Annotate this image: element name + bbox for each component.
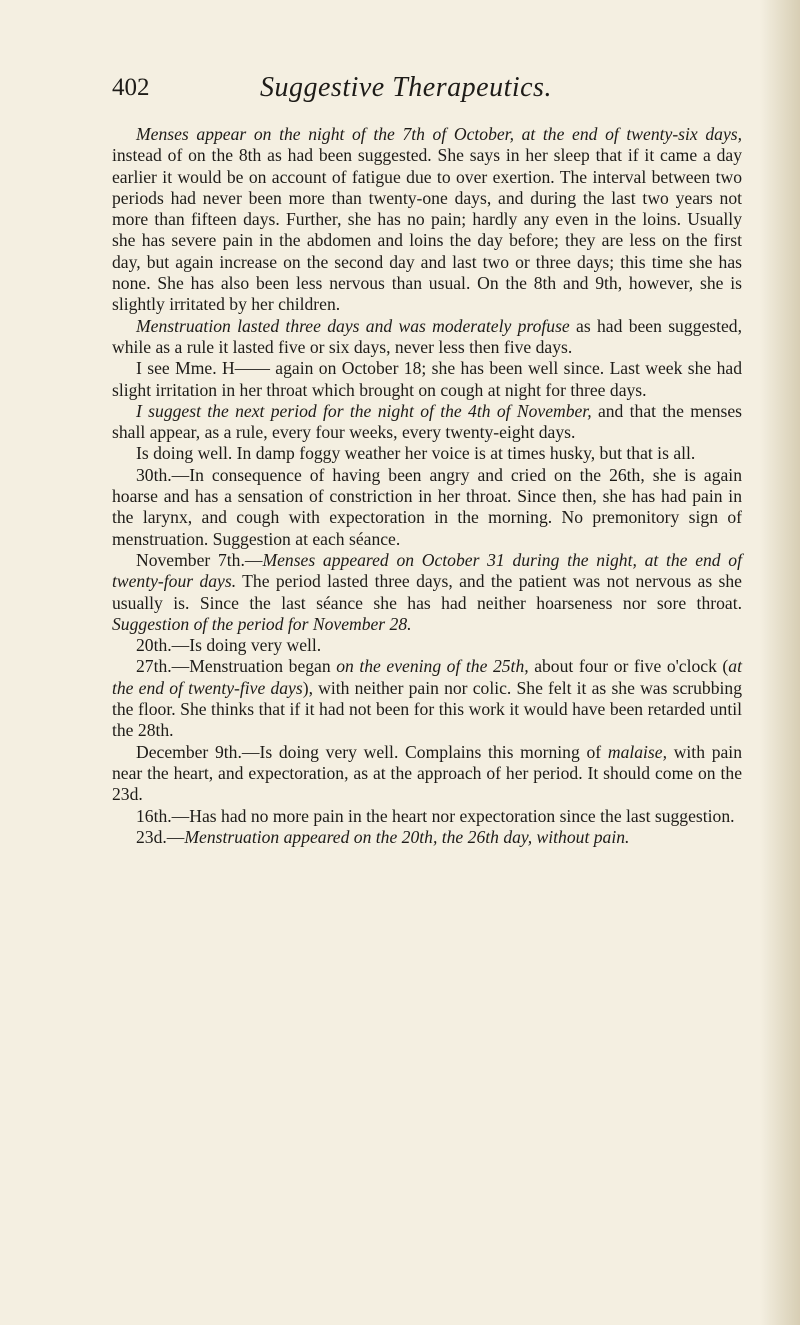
paragraph: 20th.—Is doing very well. [136, 635, 322, 656]
paragraph: I suggest the next period for the night of the 4th of November, and that the menses shall appear, as a rule, every four weeks, every twenty-eight days. [112, 400, 742, 443]
page-header [112, 72, 742, 112]
page-edge-shadow [760, 0, 800, 1325]
page-number: 402 [112, 74, 150, 101]
body-text [112, 124, 742, 848]
paragraph: 30th.—In consequence of having been angry and cried on the 26th, she is again hoarse and has a sensation of constriction in her throat. Since then, she has had pain in the larynx, and cough with expectoration in the morning. No premonitory sign of menstruation. Suggestion at each séance. [112, 464, 742, 549]
paragraph: I see Mme. H—— again on October 18; she has been well since. Last week she had slight irritation in her throat which brought on cough at night for three days. [112, 358, 742, 400]
paragraph: Menses appear on the night of the 7th of October, at the end of twenty-six days, instead of on the 8th as had been suggested. She says in her sleep that if it came a day earlier it would be on account of fatigue due to over exertion. The interval between two periods had never been more than twenty-one days, and during the last two years not more than fifteen days. Further, she has no pain; hardly any even in the loins. Usually she has severe pain in the abdomen and loins the day before; they are less on the first day, but again increase on the second day and last two or three days; this time she has none. She has also been less nervous than usual. On the 8th and 9th, however, she is slightly irritated by her children. [112, 124, 742, 315]
paragraph: November 7th.—Menses appeared on October 31 during the night, at the end of twenty-four days. The period lasted three days, and the patient was not nervous as she usually is. Since the last séance she has had neither hoarseness nor sore throat. Suggestion of the period for November 28. [112, 549, 742, 634]
paragraph: 23d.—Menstruation appeared on the 20th, the 26th day, without pain. [136, 826, 630, 847]
paragraph: 27th.—Menstruation began on the evening of the 25th, about four or five o'clock (at the end of twenty-five days), with neither pain nor colic. She felt it as she was scrubbing the floor. She thinks that if it had not been for this work it would have been retarded until the 28th. [112, 656, 742, 741]
paragraph: December 9th.—Is doing very well. Complains this morning of malaise, with pain near the heart, and expectoration, as at the approach of her period. It should come on the 23d. [112, 741, 742, 805]
paragraph: Is doing well. In damp foggy weather her voice is at times husky, but that is all. [136, 443, 696, 464]
paragraph: Menstruation lasted three days and was moderately profuse as had been suggested, while as a rule it lasted five or six days, never less then five days. [112, 315, 742, 357]
paragraph: 16th.—Has had no more pain in the heart nor expectoration since the last suggestion. [136, 805, 735, 826]
running-title: Suggestive Therapeutics. [260, 72, 552, 103]
